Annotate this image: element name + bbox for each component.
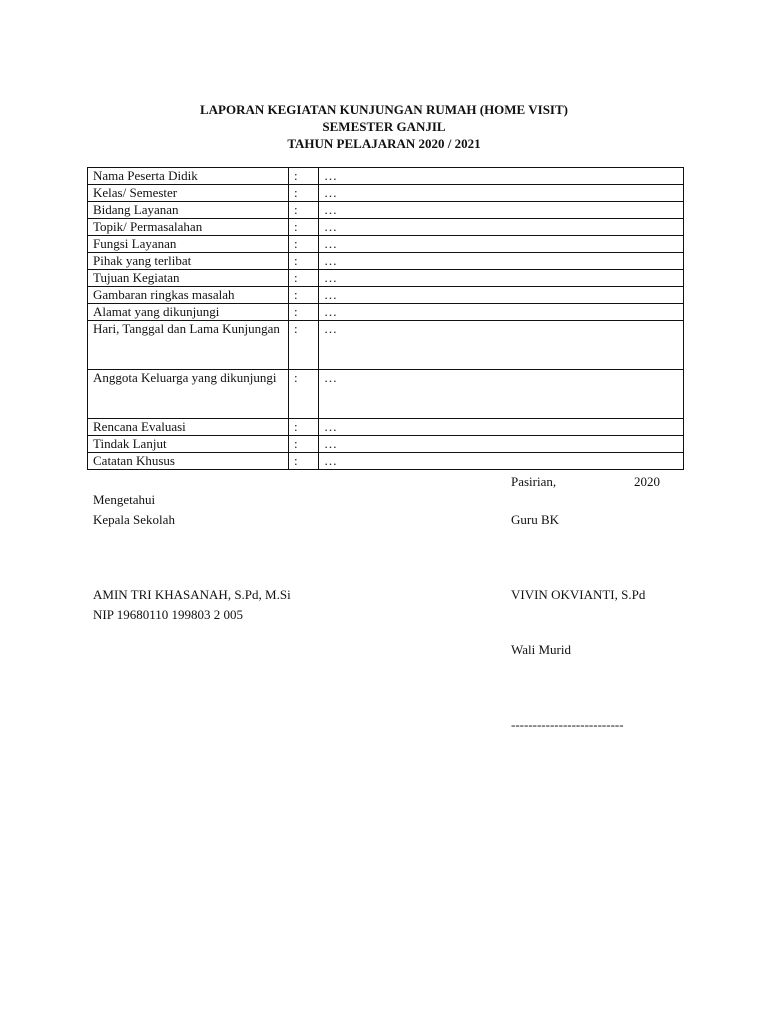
row-value: …	[319, 321, 684, 370]
table-row	[88, 236, 684, 253]
row-separator: :	[289, 453, 319, 470]
principal-title: Kepala Sekolah	[93, 512, 175, 527]
row-value: …	[319, 419, 684, 436]
row-label: Alamat yang dikunjungi	[88, 304, 289, 321]
table-row	[88, 453, 684, 470]
row-value: …	[319, 219, 684, 236]
row-separator: :	[289, 304, 319, 321]
row-separator: :	[289, 370, 319, 419]
acknowledged-label: Mengetahui	[93, 492, 156, 507]
row-label: Catatan Khusus	[88, 453, 289, 470]
row-separator: :	[289, 236, 319, 253]
row-value: …	[319, 287, 684, 304]
row-separator: :	[289, 419, 319, 436]
table-row	[88, 168, 684, 185]
table-row	[88, 270, 684, 287]
row-label: Pihak yang terlibat	[88, 253, 289, 270]
row-value: …	[319, 185, 684, 202]
row-value: …	[319, 202, 684, 219]
row-value: …	[319, 168, 684, 185]
report-academic-year: TAHUN PELAJARAN 2020 / 2021	[287, 136, 481, 151]
row-label: Rencana Evaluasi	[88, 419, 289, 436]
counselor-title: Guru BK	[511, 512, 560, 527]
row-value: …	[319, 270, 684, 287]
table-row	[88, 219, 684, 236]
row-label: Tujuan Kegiatan	[88, 270, 289, 287]
row-separator: :	[289, 287, 319, 304]
table-row	[88, 253, 684, 270]
table-row	[88, 370, 684, 419]
table-row	[88, 202, 684, 219]
row-value: …	[319, 453, 684, 470]
row-separator: :	[289, 185, 319, 202]
row-value: …	[319, 370, 684, 419]
row-label: Fungsi Layanan	[88, 236, 289, 253]
row-label: Gambaran ringkas masalah	[88, 287, 289, 304]
row-value: …	[319, 253, 684, 270]
row-separator: :	[289, 436, 319, 453]
row-label: Nama Peserta Didik	[88, 168, 289, 185]
row-value: …	[319, 236, 684, 253]
principal-name: AMIN TRI KHASANAH, S.Pd, M.Si	[93, 587, 291, 602]
home-visit-form-table	[87, 167, 684, 470]
row-separator: :	[289, 219, 319, 236]
row-separator: :	[289, 321, 319, 370]
row-label: Kelas/ Semester	[88, 185, 289, 202]
table-row	[88, 436, 684, 453]
row-value: …	[319, 436, 684, 453]
principal-nip: NIP 19680110 199803 2 005	[93, 607, 243, 622]
row-label: Hari, Tanggal dan Lama Kunjungan	[88, 321, 289, 370]
table-row	[88, 304, 684, 321]
counselor-name: VIVIN OKVIANTI, S.Pd	[511, 587, 646, 602]
table-row	[88, 185, 684, 202]
table-row	[88, 321, 684, 370]
row-label: Anggota Keluarga yang dikunjungi	[88, 370, 289, 419]
signature-place: Pasirian,	[511, 474, 557, 489]
report-title: LAPORAN KEGIATAN KUNJUNGAN RUMAH (HOME VISIT)	[200, 102, 568, 117]
row-label: Bidang Layanan	[88, 202, 289, 219]
row-separator: :	[289, 168, 319, 185]
row-separator: :	[289, 202, 319, 219]
parent-signature-line: --------------------------	[511, 717, 624, 732]
row-label: Tindak Lanjut	[88, 436, 289, 453]
signature-year: 2020	[634, 474, 660, 489]
report-semester: SEMESTER GANJIL	[322, 119, 446, 134]
row-separator: :	[289, 253, 319, 270]
row-label: Topik/ Permasalahan	[88, 219, 289, 236]
row-value: …	[319, 304, 684, 321]
table-row	[88, 287, 684, 304]
parent-title: Wali Murid	[511, 642, 571, 657]
table-row	[88, 419, 684, 436]
row-separator: :	[289, 270, 319, 287]
